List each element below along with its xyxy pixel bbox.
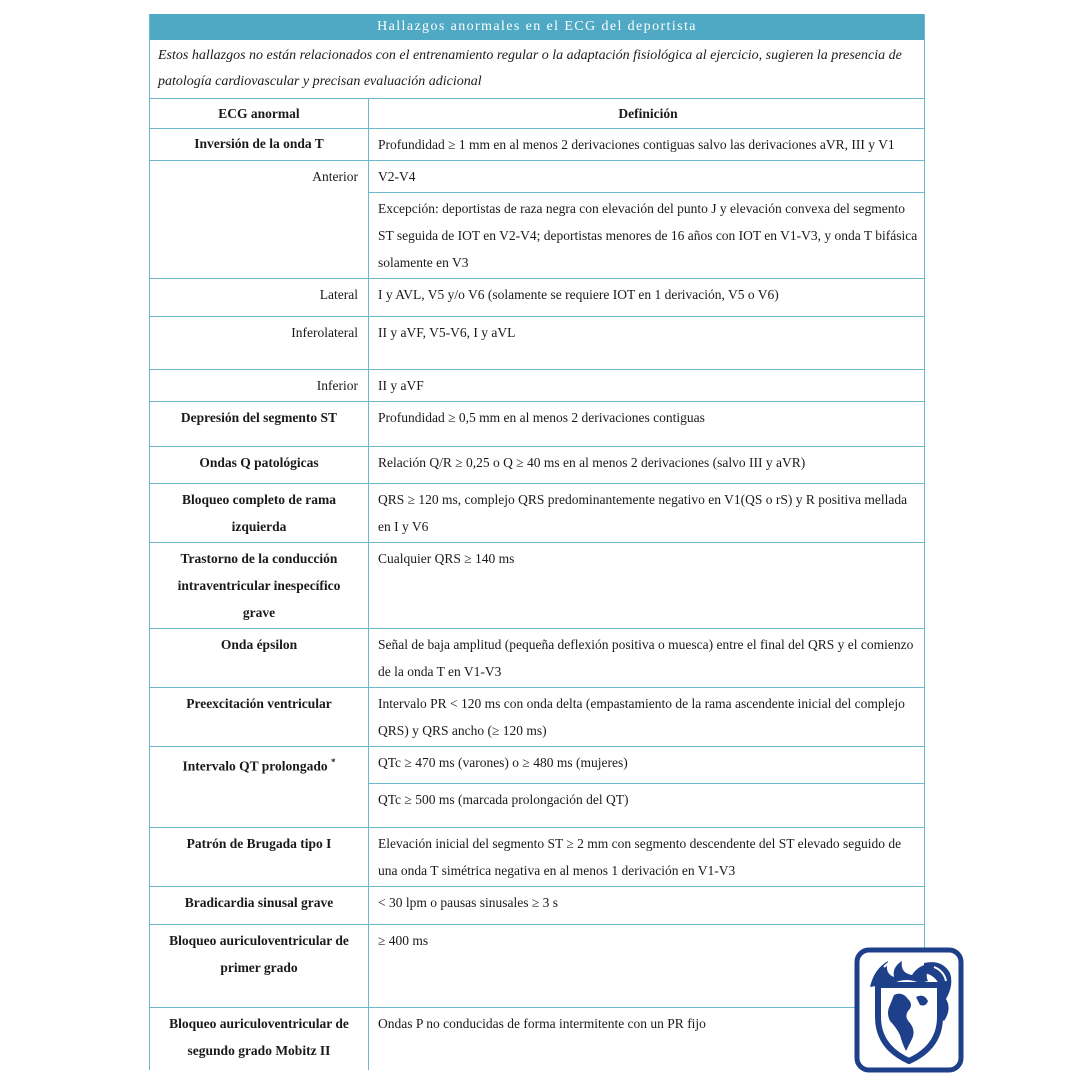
row-label: Trastorno de la conducción intraventricular inespecífico grave <box>177 551 341 620</box>
row-definition: Ondas P no conducidas de forma intermitente con un PR fijo <box>368 1008 924 1070</box>
long-qt-definition-cell <box>368 747 924 827</box>
table-row <box>150 484 924 543</box>
table-row <box>150 447 924 484</box>
row-label: Bloqueo auriculoventricular de segundo grado Mobitz II <box>169 1016 349 1058</box>
row-definition: QRS ≥ 120 ms, complejo QRS predominantemente negativo en V1(QS o rS) y R positiva mellada en I y V6 <box>368 484 924 542</box>
table-row <box>150 828 924 887</box>
row-definition: ≥ 400 ms <box>368 925 924 1007</box>
table-row <box>150 279 924 317</box>
row-definition: Cualquier QRS ≥ 140 ms <box>368 543 924 628</box>
row-label: Patrón de Brugada tipo I <box>186 836 332 851</box>
table-row <box>150 688 924 747</box>
row-label: Bloqueo auriculoventricular de primer grado <box>169 933 349 975</box>
row-label-long-qt <box>150 747 368 827</box>
table-title: Hallazgos anormales en el ECG del deportista <box>150 14 924 40</box>
row-definition: V2-V4 <box>378 169 416 184</box>
row-definition: QTc ≥ 470 ms (varones) o ≥ 480 ms (mujeres) <box>378 755 628 770</box>
row-label: Inferior <box>316 378 358 393</box>
anterior-exception: Excepción: deportistas de raza negra con elevación del punto J y elevación convexa del segmento ST seguida de IOT en V2-V4; deportistas menores de 16 años con IOT en V1-V3, y onda T bifásica solamente en V3 <box>369 192 924 278</box>
header-definicion: Definición <box>368 99 924 128</box>
row-definition: Intervalo PR < 120 ms con onda delta (empastamiento de la rama ascendente inicial del complejo QRS) y QRS ancho (≥ 120 ms) <box>368 688 924 746</box>
row-definition: II y aVF, V5-V6, I y aVL <box>368 317 924 369</box>
intro-text: Estos hallazgos no están relacionados con el entrenamiento regular o la adaptación fisiológica al ejercicio, sugieren la presencia de patología cardiovascular y precisan evaluación adicional <box>150 40 924 99</box>
row-label: Anterior <box>312 169 358 184</box>
row-label: Preexcitación ventricular <box>186 696 332 711</box>
row-label: Onda épsilon <box>220 637 298 652</box>
table-row <box>150 370 924 402</box>
row-definition: Profundidad ≥ 0,5 mm en al menos 2 derivaciones contiguas <box>368 402 924 446</box>
row-label: Ondas Q patológicas <box>199 455 319 470</box>
row-definition: I y AVL, V5 y/o V6 (solamente se requiere IOT en 1 derivación, V5 o V6) <box>368 279 924 316</box>
table-row <box>150 925 924 1008</box>
footnote-mark: * <box>330 757 336 767</box>
row-label: Depresión del segmento ST <box>180 410 338 425</box>
ecg-table <box>149 14 925 1070</box>
table-row <box>150 629 924 688</box>
table-row <box>150 317 924 370</box>
anterior-definition-cell <box>368 161 924 278</box>
row-label: Bradicardia sinusal grave <box>184 895 334 910</box>
table-row <box>150 402 924 447</box>
row-definition: Elevación inicial del segmento ST ≥ 2 mm con segmento descendente del ST elevado seguido de una onda T simétrica negativa en al menos 1 derivación en V1-V3 <box>368 828 924 886</box>
row-label: Lateral <box>319 287 358 302</box>
table-row <box>150 1008 924 1070</box>
table-row <box>150 129 924 161</box>
row-definition: < 30 lpm o pausas sinusales ≥ 3 s <box>368 887 924 924</box>
row-label: Bloqueo completo de rama izquierda <box>181 492 337 534</box>
row-definition-2: QTc ≥ 500 ms (marcada prolongación del QT) <box>369 783 924 827</box>
table-row <box>150 887 924 925</box>
row-definition: Señal de baja amplitud (pequeña deflexión positiva o muesca) entre el final del QRS y el comienzo de la onda T en V1-V3 <box>368 629 924 687</box>
eagle-americas-shield-icon <box>854 947 964 1073</box>
row-label: Intervalo QT prolongado <box>182 758 328 774</box>
row-definition: Relación Q/R ≥ 0,25 o Q ≥ 40 ms en al menos 2 derivaciones (salvo III y aVR) <box>368 447 924 483</box>
row-definition: Profundidad ≥ 1 mm en al menos 2 derivaciones contiguas salvo las derivaciones aVR, III y V1 <box>368 129 924 160</box>
society-logo <box>854 947 964 1073</box>
header-ecg-anormal: ECG anormal <box>218 106 300 121</box>
table-header <box>150 99 924 129</box>
table-row <box>150 747 924 828</box>
row-definition: II y aVF <box>368 370 924 401</box>
row-label: Inferolateral <box>291 325 358 340</box>
row-label: Inversión de la onda T <box>194 136 324 151</box>
table-row <box>150 543 924 629</box>
table-row <box>150 161 924 279</box>
